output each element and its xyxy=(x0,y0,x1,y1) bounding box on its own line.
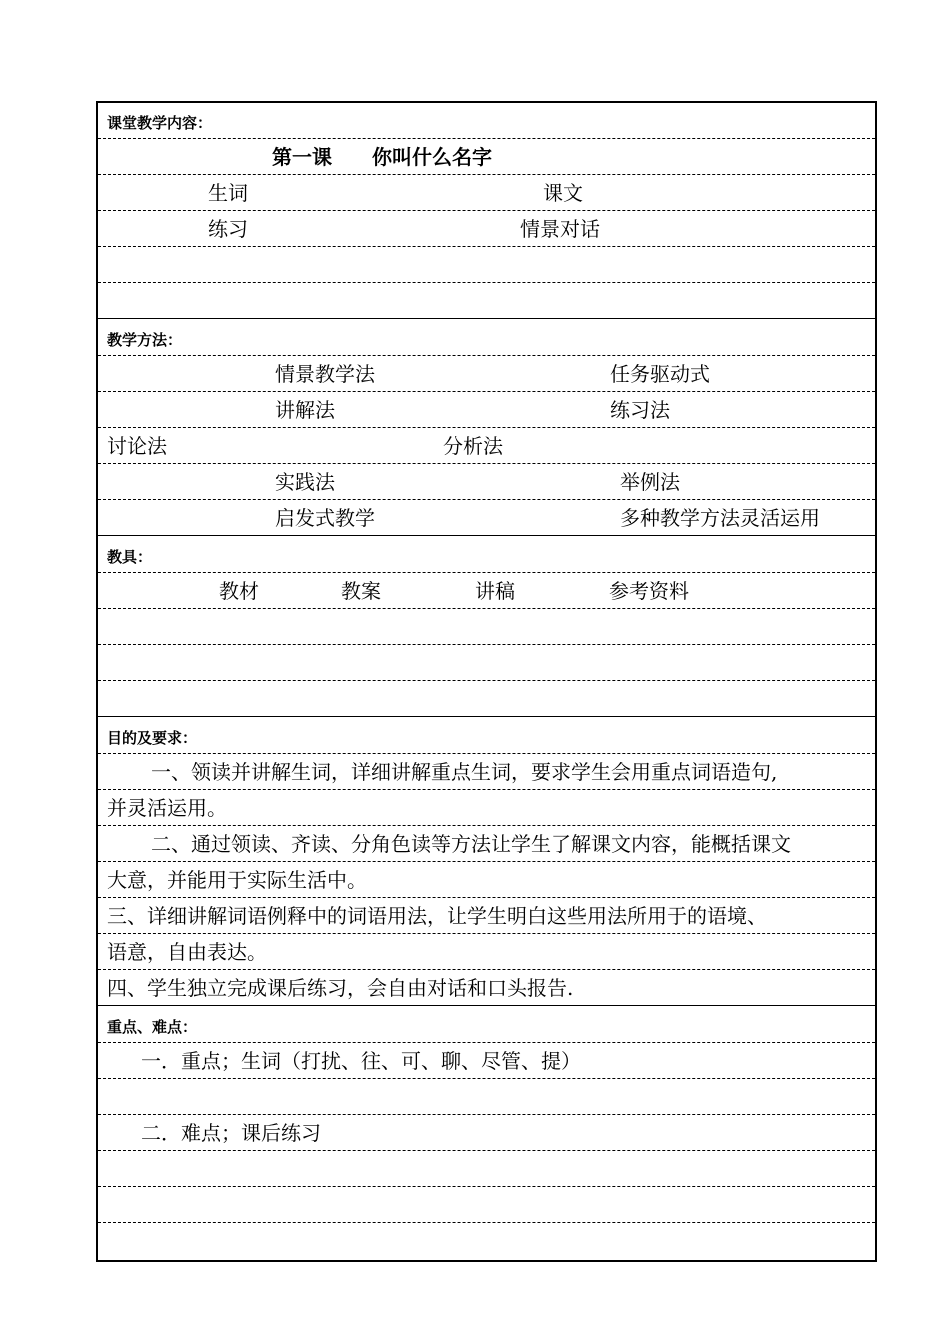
goal-text: 大意，并能用于实际生活中。 xyxy=(107,868,367,892)
methods-header: 教学方法： xyxy=(107,331,183,349)
tools-header-row xyxy=(98,537,875,573)
focus-key-point: 一．重点；生词（打扰、往、可、聊、尽管、提） xyxy=(141,1049,581,1073)
tools-row xyxy=(98,573,875,609)
methods-header-row xyxy=(98,320,875,356)
content-blank-row xyxy=(98,247,875,283)
goals-header: 目的及要求： xyxy=(107,729,198,747)
focus-blank-row xyxy=(98,1079,875,1115)
content-row-1 xyxy=(98,175,875,211)
methods-row-4 xyxy=(98,464,875,500)
method-item: 讨论法 xyxy=(107,434,167,458)
content-row-2 xyxy=(98,211,875,247)
content-blank-row xyxy=(98,283,875,319)
method-item: 讲解法 xyxy=(275,398,335,422)
method-item: 举例法 xyxy=(620,470,680,494)
tool-item: 参考资料 xyxy=(609,579,689,603)
goals-line xyxy=(98,970,875,1006)
content-header-row xyxy=(98,103,875,139)
tool-item: 讲稿 xyxy=(475,579,515,603)
methods-row-3 xyxy=(98,428,875,464)
goal-text: 二、通过领读、齐读、分角色读等方法让学生了解课文内容，能概括课文 xyxy=(151,832,791,856)
goals-line xyxy=(98,826,875,862)
methods-row-1 xyxy=(98,356,875,392)
content-item-exercise: 练习 xyxy=(208,217,248,241)
goals-line xyxy=(98,898,875,934)
goals-line xyxy=(98,754,875,790)
focus-line xyxy=(98,1115,875,1151)
content-item-text: 课文 xyxy=(543,181,583,205)
goal-text: 三、详细讲解词语例释中的词语用法，让学生明白这些用法所用于的语境、 xyxy=(107,904,767,928)
goals-header-row xyxy=(98,718,875,754)
method-item: 分析法 xyxy=(443,434,503,458)
method-item: 练习法 xyxy=(610,398,670,422)
content-item-vocabulary: 生词 xyxy=(208,181,248,205)
focus-header: 重点、难点： xyxy=(107,1018,198,1036)
method-item: 启发式教学 xyxy=(275,506,375,530)
goals-line xyxy=(98,862,875,898)
focus-header-row xyxy=(98,1007,875,1043)
goal-text: 一、领读并讲解生词，详细讲解重点生词，要求学生会用重点词语造句, xyxy=(151,760,778,784)
focus-blank-row xyxy=(98,1223,875,1259)
goals-line xyxy=(98,790,875,826)
method-item: 实践法 xyxy=(275,470,335,494)
goals-line xyxy=(98,934,875,970)
focus-blank-row xyxy=(98,1187,875,1223)
goal-text: 并灵活运用。 xyxy=(107,796,227,820)
lesson-number: 第一课 xyxy=(272,145,332,169)
tools-blank-row xyxy=(98,645,875,681)
tools-header: 教具： xyxy=(107,548,153,566)
content-header: 课堂教学内容： xyxy=(107,114,213,132)
lesson-title-row xyxy=(98,139,875,175)
tools-blank-row xyxy=(98,681,875,717)
tool-item: 教案 xyxy=(341,579,381,603)
focus-blank-row xyxy=(98,1151,875,1187)
lesson-plan-table xyxy=(96,101,877,1262)
methods-row-2 xyxy=(98,392,875,428)
focus-line xyxy=(98,1043,875,1079)
goal-text: 语意，自由表达。 xyxy=(107,940,267,964)
tool-item: 教材 xyxy=(219,579,259,603)
lesson-title: 你叫什么名字 xyxy=(372,145,492,169)
method-item: 多种教学方法灵活运用 xyxy=(620,506,820,530)
content-item-dialogue: 情景对话 xyxy=(520,217,600,241)
method-item: 任务驱动式 xyxy=(610,362,710,386)
method-item: 情景教学法 xyxy=(275,362,375,386)
goal-text: 四、学生独立完成课后练习，会自由对话和口头报告. xyxy=(107,976,574,1000)
methods-row-5 xyxy=(98,500,875,536)
tools-blank-row xyxy=(98,609,875,645)
focus-difficulty: 二．难点；课后练习 xyxy=(141,1121,321,1145)
